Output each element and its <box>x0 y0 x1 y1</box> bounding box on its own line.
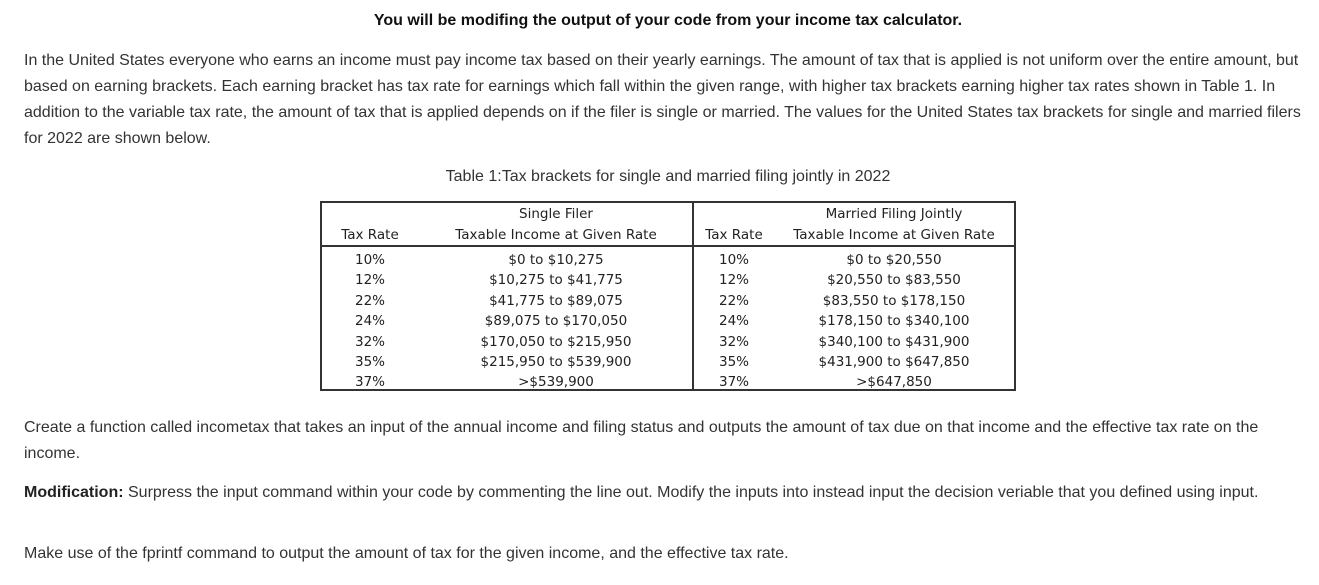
single-income-cell: $10,275 to $41,775 <box>489 272 623 289</box>
married-income-cell: $20,550 to $83,550 <box>827 272 961 289</box>
married-rate-cell: 22% <box>718 292 749 309</box>
married-income-cell: >$647,850 <box>856 374 932 391</box>
married-group-header: Married Filing Jointly <box>825 206 963 222</box>
married-income-header: Taxable Income at Given Rate <box>793 227 995 243</box>
single-rate-cell: 35% <box>354 354 385 370</box>
married-rate-cell: 32% <box>718 333 749 350</box>
modification-paragraph <box>24 480 1314 506</box>
single-income-cell: $41,775 to $89,075 <box>489 292 623 309</box>
single-rate-cell: 24% <box>354 313 385 330</box>
table-header-rule <box>322 245 1014 247</box>
single-rate-cell: 10% <box>354 252 385 268</box>
single-income-cell: >$539,900 <box>518 374 594 391</box>
married-tax-rate-header: Tax Rate <box>705 227 763 243</box>
intro-paragraph: In the United States everyone who earns an income must pay income tax based on their yearly earnings. The amount of tax that is applied is not uniform over the entire amount, but based on earning brackets. Each earning bracket has tax rate for earnings which fall within the given range, with higher tax brackets earning higher tax rates shown in Table 1. In addition to the variable tax rate, the amount of tax that is applied depends on if the filer is single or married. The values for the United States tax brackets for single and married filers for 2022 are shown below. <box>24 52 1301 147</box>
create-function-paragraph: Create a function called incometax that takes an input of the annual income and filing status and outputs the amount of tax due on that income and the effective tax rate on the income. <box>24 419 1259 462</box>
single-filer-group-header: Single Filer <box>519 206 593 222</box>
modification-text: Surpress the input command within your code by commenting the line out. Modify the inputs into instead input the decision veriable that you defined using input. <box>123 484 1259 501</box>
single-income-cell: $215,950 to $539,900 <box>480 354 632 370</box>
single-rate-cell: 22% <box>354 292 385 309</box>
married-income-cell: $178,150 to $340,100 <box>818 313 970 330</box>
married-rate-cell: 24% <box>718 313 749 330</box>
single-rate-cell: 37% <box>354 374 385 391</box>
married-income-cell: $0 to $20,550 <box>846 252 942 268</box>
single-rate-cell: 32% <box>354 333 385 350</box>
married-income-cell: $83,550 to $178,150 <box>822 292 966 309</box>
married-rate-cell: 35% <box>718 354 749 370</box>
page-heading: You will be modifing the output of your code from your income tax calculator. <box>373 12 963 29</box>
single-income-cell: $89,075 to $170,050 <box>484 313 628 330</box>
married-income-cell: $340,100 to $431,900 <box>818 333 970 350</box>
married-rate-cell: 10% <box>718 252 749 268</box>
married-income-cell: $431,900 to $647,850 <box>818 354 970 370</box>
single-rate-cell: 12% <box>354 272 385 289</box>
married-rate-cell: 12% <box>718 272 749 289</box>
single-income-cell: $170,050 to $215,950 <box>480 333 632 350</box>
single-income-header: Taxable Income at Given Rate <box>455 227 657 243</box>
single-income-cell: $0 to $10,275 <box>508 252 604 268</box>
single-tax-rate-header: Tax Rate <box>341 227 399 243</box>
fprintf-paragraph: Make use of the fprintf command to output the amount of tax for the given income, and the effective tax rate. <box>24 545 789 562</box>
table-caption: Table 1:Tax brackets for single and married filing jointly in 2022 <box>445 168 891 185</box>
modification-label: Modification: <box>24 484 124 501</box>
married-rate-cell: 37% <box>718 374 749 391</box>
tax-bracket-table <box>320 201 1016 391</box>
